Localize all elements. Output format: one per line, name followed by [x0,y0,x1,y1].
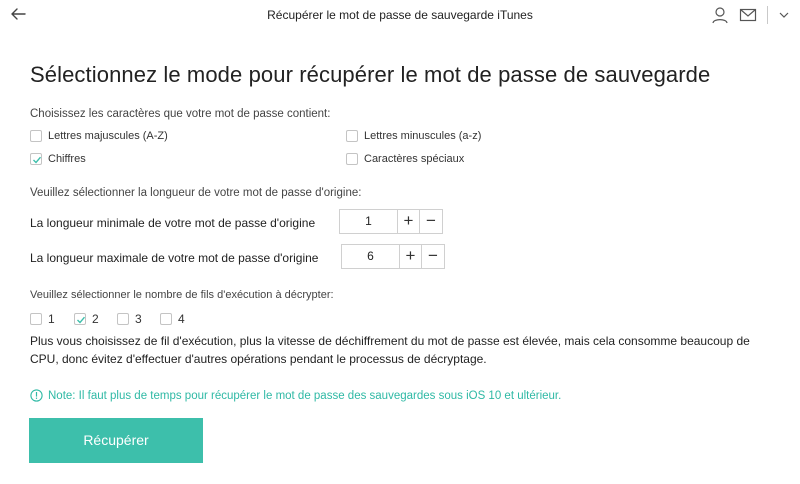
checkbox-thread-2[interactable] [74,312,99,326]
checkbox-special[interactable] [346,153,464,165]
max-length-stepper [341,244,445,269]
page-title: Sélectionnez le mode pour récupérer le mot de passe de sauvegarde [30,62,711,87]
info-circle-icon [30,389,43,402]
checkbox-box[interactable] [346,130,358,142]
checkbox-thread-3[interactable] [117,312,142,326]
max-length-decrement-button[interactable]: − [428,246,438,265]
min-length-increment-button[interactable]: + [398,210,420,233]
checkbox-box[interactable] [160,313,172,325]
checkbox-box[interactable] [346,153,358,165]
title-bar [0,0,800,30]
max-length-value[interactable]: 6 [342,245,400,268]
chevron-down-icon [774,5,794,25]
checkbox-box[interactable] [117,313,129,325]
max-length-increment-button[interactable]: + [400,245,422,268]
thread-1-label: 1 [48,312,55,326]
length-label: Veuillez sélectionner la longueur de votre mot de passe d'origine: [30,187,362,199]
check-icon [75,314,87,326]
characters-label: Choisissez les caractères que votre mot de passe contient: [30,108,331,120]
title-bar-separator [767,6,768,24]
checkbox-lowercase[interactable] [346,130,481,142]
ios-note [30,389,561,402]
mail-icon [738,5,758,25]
threads-description: Plus vous choisissez de fil d'exécution, plus la vitesse de déchiffrement du mot de passe est élevée, mais cela consomme beaucoup de CPU, donc évitez d'effectuer d'autres opérations pendant le processus de décryptage. [30,334,750,366]
checkbox-thread-1[interactable] [30,312,55,326]
min-length-decrement-button[interactable]: − [426,211,436,230]
thread-2-label: 2 [92,312,99,326]
checkbox-digits-label: Chiffres [48,153,86,165]
mail-button[interactable] [738,5,758,25]
min-length-stepper [339,209,443,234]
thread-4-label: 4 [178,312,185,326]
check-icon [31,154,43,166]
checkbox-digits[interactable] [30,153,86,165]
threads-label: Veuillez sélectionner le nombre de fils d'exécution à décrypter: [30,289,334,301]
account-button[interactable] [710,5,730,25]
checkbox-thread-4[interactable] [160,312,185,326]
checkbox-box[interactable] [30,313,42,325]
checkbox-lowercase-label: Lettres minuscules (a-z) [364,130,482,142]
checkbox-box[interactable] [30,130,42,142]
recover-button[interactable]: Récupérer [29,418,203,463]
window-title: Récupérer le mot de passe de sauvegarde iTunes [267,8,533,22]
checkbox-uppercase[interactable] [30,130,168,142]
user-icon [710,5,730,25]
min-length-value[interactable]: 1 [340,210,398,233]
checkbox-box[interactable] [74,313,86,325]
menu-button[interactable] [774,5,794,25]
checkbox-special-label: Caractères spéciaux [364,153,465,165]
checkbox-uppercase-label: Lettres majuscules (A-Z) [48,130,168,142]
thread-3-label: 3 [135,312,142,326]
min-length-label: La longueur minimale de votre mot de passe d'origine [30,216,316,230]
max-length-label: La longueur maximale de votre mot de passe d'origine [30,251,319,265]
ios-note-text: Note: Il faut plus de temps pour récupérer le mot de passe des sauvegardes sous iOS 10 et ultérieur. [48,389,562,402]
checkbox-box[interactable] [30,153,42,165]
